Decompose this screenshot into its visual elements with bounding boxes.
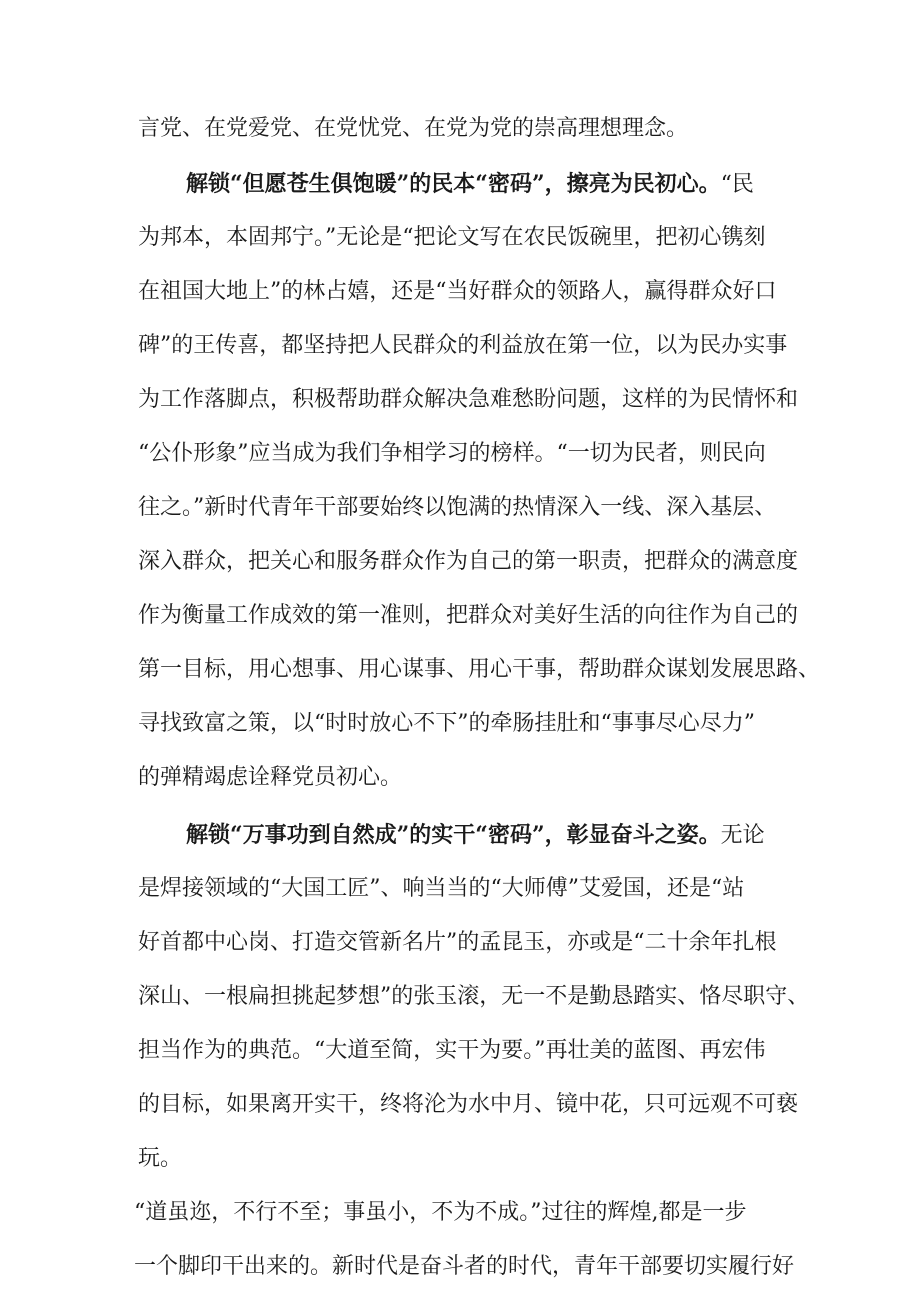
text-line: 言党、在党爱党、在党忧党、在党为党的崇高理想理念。 [138,116,689,141]
paragraph-heading: 解锁“但愿苍生俱饱暖”的民本“密码”，擦亮为民初心。 [186,171,721,197]
heading-tail-text: “民 [720,172,754,197]
text-line: 的弹精竭虑诠释党员初心。 [138,765,403,790]
text-line: 寻找致富之策，以“时时放心不下”的牵肠挂肚和“事事尽心尽力” [138,711,755,736]
text-line: 往之。”新时代青年干部要始终以饱满的热情深入一线、深入基层、 [138,495,777,520]
text-line: 在祖国大地上”的林占嬉，还是“当好群众的领路人，赢得群众好口 [138,279,777,304]
text-line: “道虽迩，不行不至；事虽小，不为不成。”过往的辉煌,都是一步 [134,1200,747,1225]
text-line: 深入群众，把关心和服务群众作为自己的第一职责，把群众的满意度 [138,549,799,574]
paragraph-heading: 解锁“万事功到自然成”的实干“密码”，彰显奋斗之姿。 [186,822,721,848]
text-line: 好首都中心岗、打造交管新名片”的孟昆玉，亦或是“二十余年扎根 [138,930,777,955]
paragraph-heading-line [186,169,920,200]
text-line: 是焊接领域的“大国工匠”、响当当的“大师傅”艾爱国，还是“站 [138,876,745,901]
text-line: 作为衡量工作成效的第一准则，把群众对美好生活的向往作为自己的 [138,603,799,628]
text-line: 为工作落脚点，积极帮助群众解决急难愁盼问题，这样的为民情怀和 [138,387,799,412]
paragraph-heading-line [186,820,920,851]
text-line: “公仆形象”应当成为我们争相学习的榜样。“一切为民者，则民向 [138,441,766,466]
text-line: 担当作为的典范。“大道至简，实干为要。”再壮美的蓝图、再宏伟 [138,1038,766,1063]
text-line: 一个脚印干出来的。新时代是奋斗者的时代，青年干部要切实履行好 [134,1254,795,1279]
text-line: 玩。 [138,1146,183,1171]
text-line: 的目标，如果离开实干，终将沦为水中月、镜中花，只可远观不可亵 [138,1092,799,1117]
text-line: 深山、一根扁担挑起梦想”的张玉滚，无一不是勤恳踏实、恪尽职守、 [138,984,810,1009]
text-line: 为邦本，本固邦宁。”无论是“把论文写在农民饭碗里，把初心镌刻 [138,225,766,250]
text-line: 碑”的王传喜，都坚持把人民群众的利益放在第一位，以为民办实事 [138,333,788,358]
heading-tail-text: 无论 [720,823,765,848]
text-line: 第一目标，用心想事、用心谋事、用心干事，帮助群众谋划发展思路、 [138,657,821,682]
